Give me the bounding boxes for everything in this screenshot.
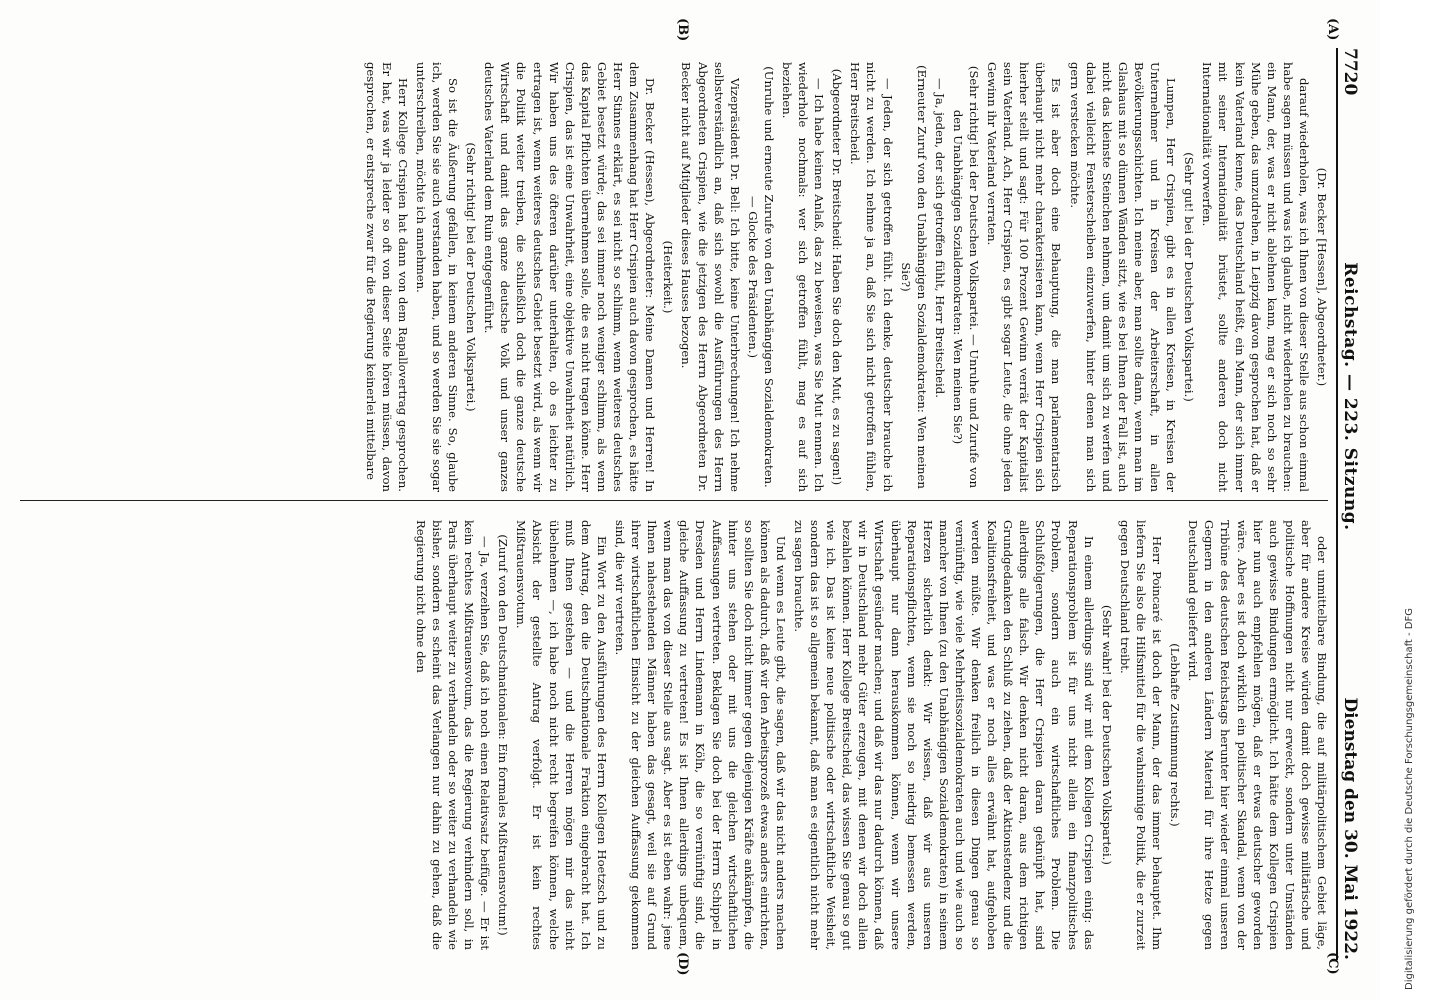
paragraph: (Sehr wahr! bei der Deutschen Volkspartei.)	[1099, 605, 1114, 865]
paragraph: (Erneuter Zuruf von den Unabhängigen Sozialdemokraten: Wen meinen Sie?)	[898, 65, 929, 489]
margin-marker-d: (D)	[675, 952, 690, 976]
paragraph: So ist die Äußerung gefallen, in keinem anderen Sinne. So, glaube ich, werden Sie sie auch verstanden haben, und so werden Sie sie sogar unterschreiben, möchte ich annehmen.	[413, 62, 461, 492]
paragraph: (Lebhafte Zustimmung rechts.)	[1168, 643, 1183, 827]
paragraph: Herr Kollege Crispien hat dann von dem Rapallovertrag gesprochen. Er hat, was wir ja leider so oft von dieser Seite hören müssen, davon gesprochen, er entspreche zwar für die Regierung keinerlei mittelbare	[363, 62, 410, 492]
paragraph: (Abgeordneter Dr. Breitscheid: Haben Sie doch den Mut, es zu sagen!)	[830, 68, 845, 486]
paragraph: — Jeden, der sich getroffen fühlt. Ich denke, deutscher brauche ich nicht zu werden. Ich nehme ja an, daß Sie sich nicht getroffen fühlen, Herr Breitscheid.	[848, 62, 895, 492]
paragraph: Vizepräsident Dr. Bell: Ich bitte, keine Unterbrechungen! Ich nehme selbstverständlich an, daß sich sowohl die Ausführungen des Herrn Abgeordneten Crispien, wie die jetzigen des Herrn Abgeordneten Dr. Becker nicht auf Mitglieder dieses Hauses bezogen.	[679, 62, 742, 492]
paragraph: (Unruhe und erneute Zurufe von den Unabhängigen Sozialdemokraten. — Glocke des Präsidenten.)	[745, 66, 776, 488]
paragraph: In einem allerdings sind wir mit dem Kollegen Crispien einig: das Reparationsproblem ist für uns nicht allein ein finanzpolitisches Problem, sondern auch ein wirtschaftliches Problem. Die Schlußfolgerungen, die Herr Crispien daran geknüpft hat, sind allerdings alle falsch. Wir denken nicht daran, aus dem richtigen Grundgedanken den Schluß zu ziehen, daß der Aktionstendenz und die Koalitionsfreiheit, und was er noch alles erwähnt hat, aufgehoben werden müßte. Wir denken freilich in diesen Dingen genau so vernünftig, wie viele Mehrheitssozialdemokraten auch und wie auch so mancher von Ihnen (zu den Unabhängigen Sozialdemokraten) in seinem Herzen sicherlich denkt: Wir wissen, daß wir aus unseren Reparationspflichten, wenn sie noch so niedrig bemessen werden, überhaupt nur dann herauskommen können, wenn wir unsere Wirtschaft gesünder machen; und daß wir das nur dadurch können, daß wir in Deutschland mehr Güter erzeugen, mit denen wir doch allein bezahlen können. Herr Kollege Breitscheid, das wissen Sie genau so gut wie ich. Das ist keine neue politische oder wirtschaftliche Weisheit, sondern das ist so allgemein bekannt, daß man es eigentlich nicht mehr zu sagen brauchte.	[792, 520, 1096, 950]
paragraph: — Ja, jeden, der sich getroffen fühlt, Herr Breitscheid.	[932, 78, 947, 398]
left-text-column	[20, 62, 1330, 492]
margin-marker-b: (B)	[675, 18, 690, 42]
paragraph: oder unmittelbare Bindung, die auf militärpolitischem Gebiet läge, aber für andere Kreise würden damit doch gewisse militärische und politische Hoffnungen nicht nur erweckt, sondern unter Umständen auch gewisse Bindungen ermöglicht. Ich hätte dem Kollegen Crispien hier nun auch empfehlen mögen, daß er etwas deutscher geworden wäre. Aber es ist doch wirklich ein politischer Skandal, wenn von der Tribüne des deutschen Reichstags herunter hier wieder einmal unseren Gegnern in den anderen Ländern Material für ihre Hetze gegen Deutschland geliefert wird.	[1186, 520, 1329, 950]
paragraph: (Sehr gut! bei der Deutschen Volkspartei.)	[1182, 152, 1197, 402]
paragraph: (Sehr richtig! bei der Deutschen Volkspartei. — Unruhe und Zurufe von den Unabhängigen Sozialdemokraten: Wen meinen Sie?)	[950, 65, 982, 489]
paragraph: — Ich habe keinen Anlaß, das zu beweisen, was Sie Mut nennen. Ich wiederhole nochmals: wer sich getroffen fühlt, mag es auf sich beziehen.	[780, 62, 827, 492]
paragraph: Dr. Becker (Hessen), Abgeordneter: Meine Damen und Herren! In dem Zusammenhang hat Herr Crispien auch davon gesprochen, es hätte Herr Stinnes erklärt, es sei nicht so schlimm, wenn weiteres deutsches Gebiet besetzt würde; das sei immer noch weniger schlimm, als wenn das Kapital Pflichten übernehmen solle, die es nicht tragen könne. Herr Crispien, das ist eine Unwahrheit, eine objektive Unwahrheit natürlich. Wir haben uns des öfteren darüber unterhalten, ob es leichter zu ertragen ist, wenn weiteres deutsches Gebiet besetzt wird, als wenn wir die Politik weiter treiben, die schließlich doch die ganze deutsche Wirtschaft und damit das ganze deutsche Volk und unser ganzes deutsches Vaterland dem Ruin entgegenführt.	[482, 62, 658, 492]
paragraph: (Dr. Becker [Hessen], Abgeordneter.)	[1315, 167, 1329, 387]
paragraph: Lumpen, Herr Crispien, gibt es in allen Kreisen, in Kreisen der Unternehmer und in Kreisen der Arbeiterschaft, in allen Bevölkerungsschichten. Ich meine aber, man sollte dann, wenn man im Glashaus mit so dünnen Wänden sitzt, wie es bei Ihnen der Fall ist, auch nicht das kleinste Steinchen nehmen, um damit um sich zu werfen und dabei vielleicht Fensterscheiben einzuwerfen, hinter denen man sich gern verstecken möchte.	[1067, 62, 1179, 492]
paragraph: Es ist aber doch eine Behauptung, die man parlamentarisch überhaupt nicht mehr charakterisieren kann, wenn Herr Crispien sich hierher stellt und sagt: Für 100 Prozent Gewinn verrät der Kapitalist sein Vaterland. Ach, Herr Crispien, es gibt sogar Leute, die ohne jeden Gewinn ihr Vaterland verraten.	[985, 62, 1064, 492]
page-number: 7720	[1340, 48, 1360, 96]
right-text-column	[20, 520, 1330, 950]
header-title: Reichstag. — 223. Sitzung.	[1340, 262, 1360, 531]
paragraph: — Ja, verzeihen Sie, daß ich noch einen Relativsatz beifüge. — Er ist kein rechtes Mißtrauensvotum, das die Regierung verhindern soll, in Paris überhaupt weiter zu verhandeln oder so weiter zu verhandeln wie bisher, sondern es scheint das Verlangen nur dahin zu gehen, daß die Regierung nicht ohne den	[413, 520, 493, 950]
header-date: Dienstag den 30. Mai 1922.	[1340, 697, 1360, 960]
column-divider	[20, 500, 1328, 501]
margin-marker-c: (C)	[1325, 952, 1340, 975]
paragraph: Ein Wort zu den Ausführungen des Herrn Kollegen Hoetzsch und zu dem Antrag, den die Deutschnationale Fraktion eingebracht hat. Ich muß Ihnen gestehen — und die Herren mögen mir das nicht übelnehmen —, ich habe noch nicht recht begreifen können, welche Absicht der gestellte Antrag verfolgt. Er ist kein rechtes Mißtrauensvotum.	[514, 520, 609, 950]
digitization-credit	[1404, 0, 1434, 1000]
paragraph: (Heiterkeit.)	[661, 240, 676, 314]
margin-marker-a: (A)	[1325, 18, 1340, 41]
paragraph: (Sehr richtig! bei der Deutschen Volkspartei.)	[464, 142, 479, 412]
paragraph: Herr Poincaré ist doch der Mann, der das immer behauptet. Ihm liefern Sie also die Hilfsmittel für die wahnsinnige Politik, die er zurzeit gegen Deutschland treibt.	[1117, 520, 1165, 950]
credit-text: Digitalisierung gefördert durch die Deutsche Forschungsgemeinschaft - DFG	[1404, 607, 1415, 990]
paragraph: (Zuruf von den Deutschnationalen: Ein formales Mißtrauensvotum!)	[496, 534, 511, 936]
paragraph: darauf wiederholen, was ich Ihnen von dieser Stelle aus schon einmal habe sagen müssen und was ich glaube, nicht wiederholen zu brauchen: ein Mann, der, was er nicht ablehnen kann, mag er sich noch so sehr Mühe geben, das umzudrehen, in Leipzig davon gesprochen hat, daß er kein Vaterland kenne, das Deutschland heißt, ein Mann, der sich immer mit seiner Internationalität brüstet, sollte anderen doch nicht Internationalität vorwerfen.	[1200, 62, 1311, 492]
page-header	[1336, 48, 1366, 960]
paragraph: Und wenn es Leute gibt, die sagen, daß wir das nicht anders machen können als dadurch, daß wir den Arbeitsprozeß etwas anders einrichten, so sollten Sie doch nicht immer gegen diejenigen Kräfte ankämpfen, die hinter uns stehen oder mit uns die gleichen wirtschaftlichen Auffassungen vertreten. Beklagen Sie doch bei der Herrn Schippel in Dresden und Herrn Lindemann in Köln, die so vernünftig sind, die gleiche Auffassung zu vertreten! Es ist Ihnen allerdings unbequem, wenn man das von dieser Stelle aus sagt. Aber es ist eben wahr: jene Ihnen nahestehenden Männer haben das gesagt, weil sie auf Grund ihrer wirtschaftlichen Einsicht zu der gleichen Auffassung gekommen sind, die wir vertreten.	[612, 520, 788, 950]
